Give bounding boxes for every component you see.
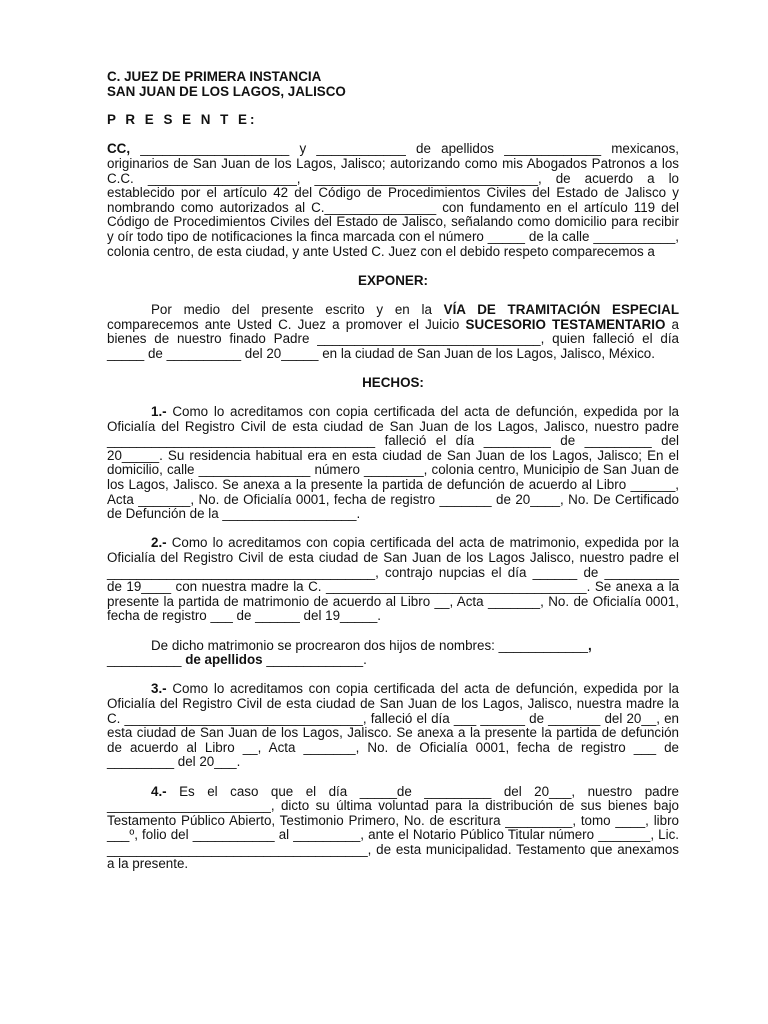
hecho-3-number: 3.- bbox=[151, 681, 167, 697]
de-apellidos: de apellidos bbox=[185, 652, 263, 668]
addressee-line-1: C. JUEZ DE PRIMERA INSTANCIA bbox=[107, 69, 322, 84]
hijos-paragraph bbox=[107, 639, 679, 654]
hijos-end: _____________. bbox=[262, 652, 367, 668]
hecho-3-text: Como lo acreditamos con copia certificada del acta de defunción, expedida por la Oficialía del Registro Civil de esta ciudad de San Juan de los Lagos, Jalisco, nuestra madre la C. ________________________________, falleció el día ___ ______ de _______ del 20__, en esta ciudad de San Juan de los Lagos, Jalisco. Se anexa a la presente la partida de defunción de acuerdo al Libro __, Acta _______, No. de Oficialía 0001, fecha de registro ___ de _________ del 20___. bbox=[107, 681, 679, 770]
hechos-heading: HECHOS: bbox=[362, 374, 424, 390]
hecho-1-number: 1.- bbox=[151, 404, 167, 420]
exponer-text-2: comparecemos ante Usted C. Juez a promover el Juicio bbox=[107, 316, 466, 332]
hecho-2-paragraph bbox=[107, 536, 679, 624]
intro-paragraph bbox=[107, 142, 679, 259]
sucesorio-testamentario: SUCESORIO TESTAMENTARIO bbox=[465, 316, 666, 332]
hecho-4-number: 4.- bbox=[151, 783, 167, 799]
exponer-paragraph bbox=[107, 303, 679, 361]
addressee-line-2: SAN JUAN DE LOS LAGOS, JALISCO bbox=[107, 83, 346, 99]
hijos-line-2 bbox=[107, 653, 679, 668]
intro-cc: CC, bbox=[107, 141, 131, 157]
hecho-4-paragraph bbox=[107, 785, 679, 873]
hecho-2-number: 2.- bbox=[151, 535, 167, 551]
hecho-1-paragraph bbox=[107, 405, 679, 522]
hecho-4-text: Es el caso que el día _____de _________ del 20___, nuestro padre ______________________, dicto su última voluntad para la distribución de sus bienes bajo Testamento Público Abierto, Testimonio Primero, No. de escritura _________, tomo ____, libro ___º, folio del ___________ al _________, ante el Notario Público Titular número _______, Lic. ___________________________________, de esta municipalidad. Testamento que anexamos a la presente. bbox=[107, 783, 679, 872]
intro-text: ____________________ y ____________ de apellidos _____________ mexicanos, originarios de San Juan de los Lagos, Jalisco; autorizando como mis Abogados Patronos a los C.C. ____________________, ______________________________, de acuerdo a lo establecido por el artículo 42 del Código de Procedimientos Civiles del Estado de Jalisco y nombrando como autorizados al C._______________ con fundamento en el artículo 119 del Código de Procedimientos Civiles del Estado de Jalisco, señalando como domicilio para recibir y oír todo tipo de notificaciones la finca marcada con el número _____ de la calle ___________, colonia centro, de esta ciudad, y ante Usted C. Juez con el debido respeto comparecemos a bbox=[107, 141, 679, 259]
hecho-2-text: Como lo acreditamos con copia certificada del acta de matrimonio, expedida por la Oficialía del Registro Civil de esta ciudad de San Juan de los Lagos Jalisco, nuestro padre el ____________________________________, contrajo nupcias el día ______ de __________ de 19____ con nuestra madre la C. ___________________________________. Se anexa a la presente la partida de matrimonio de acuerdo al Libro __, Acta _______, No. de Oficialía 0001, fecha de registro ___ de ______ del 19_____. bbox=[107, 535, 679, 624]
exponer-heading: EXPONER: bbox=[358, 272, 428, 288]
exponer-text-3: a bienes de nuestro finado Padre ______________________________, quien falleció el día _____ de __________ del 20_____ en la ciudad de San Juan de los Lagos, Jalisco, México. bbox=[107, 316, 679, 361]
hijos-text: De dicho matrimonio se procrearon dos hijos de nombres: ____________ bbox=[151, 637, 588, 653]
hecho-3-paragraph bbox=[107, 682, 679, 770]
exponer-text-1: Por medio del presente escrito y en la bbox=[151, 301, 444, 317]
hijos-blank: __________ bbox=[107, 652, 186, 668]
hecho-1-text: Como lo acreditamos con copia certificada del acta de defunción, expedida por la Oficialía del Registro Civil de esta ciudad de San Juan de los Lagos, Jalisco, nuestro padre ____________________________________ falleció el día _________ de _________ del 20_____. Su residencia habitual era en esta ciudad de San Juan de los Lagos, Jalisco; En el domicilio, calle _______________ número ________, colonia centro, Municipio de San Juan de los Lagos, Jalisco. Se anexa a la presente la partida de defunción de acuerdo al Libro ______, Acta _______, No. de Oficialía 0001, fecha de registro _______ de 20____, No. De Certificado de Defunción de la __________________. bbox=[107, 404, 679, 522]
via-tramitacion-especial: VÍA DE TRAMITACIÓN ESPECIAL bbox=[443, 301, 679, 317]
hijos-comma: , bbox=[587, 637, 592, 653]
presente-heading: P R E S E N T E: bbox=[107, 112, 258, 128]
